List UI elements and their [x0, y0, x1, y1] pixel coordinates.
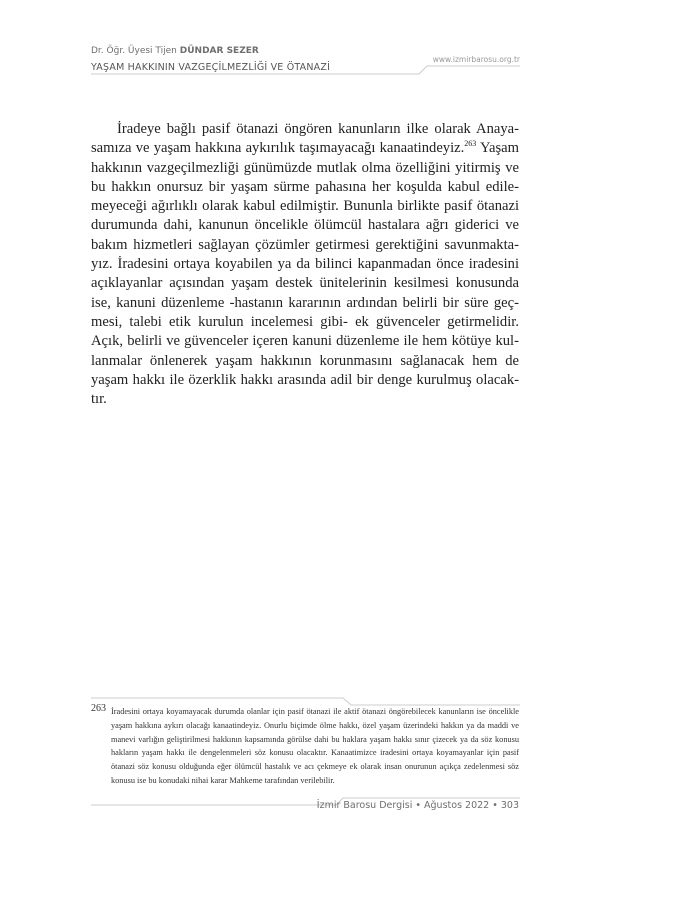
header-url: www.izmirbarosu.org.tr	[432, 55, 520, 64]
footnote-number: 263	[91, 703, 106, 714]
running-title: YAŞAM HAKKININ VAZGEÇİLMEZLİĞİ VE ÖTANAZİ	[91, 62, 331, 73]
body-text	[91, 120, 519, 409]
footnote	[91, 705, 519, 788]
paragraph-part2: Yaşam hakkının vazgeçilmezliği günümüzde mutlak olma özelliğini yitirmiş ve bu hakkın onursuz bir yaşam sürme pahasına her koşulda kabul edilemeyeceği ağırlıklı olarak kabul edilmiştir. Bununla birlikte pasif ötanazi durumunda dahi, kanunun öncelikle ölümcül hastalara ağrı giderici ve bakım hizmetleri sağlayan çözümler getirmesi gerektiğini savunmaktayız. İradesini ortaya koyabilen ya da bilinci kapanmadan önce iradesini açıklayanlar açısından yaşam destek ünitelerinin kesilmesi konusunda ise, kanuni düzenleme -hastanın kararının ardından belirli bir süre geçmesi, talebi etik kurulun incelemesi gibi- ek güvenceler getirmelidir. Açık, belirli ve güvenceler içeren kanuni düzenleme ile hem kötüye kullanmalar önlenerek yaşam hakkının korunmasını sağlanacak hem de yaşam hakkı ile özerklik hakkı arasında adil bir denge kurulmuş olacaktır.	[91, 140, 520, 408]
page-footer: İzmir Barosu Dergisi • Ağustos 2022 • 303	[316, 800, 519, 811]
footnote-text: İradesini ortaya koyamayacak durumda olanlar için pasif ötanazi ile aktif ötanazi öngörebilecek kanunların ise öncelikle yaşam hakkına aykırı olacağı kanaatindeyiz. Onurlu biçimde ölme hakkı, özel yaşam üzerindeki hakkın ya da maddi ve manevi varlığın geliştirilmesi hakkının kapsamında görülse dahi bu haklara yaşam hakkı sınır çizecek ya da söz konusu hakların yaşam hakkı ile dengelenmeleri söz konusu olacaktır. Kanaatimizce iradesini ortaya koyamayanlar için pasif ötanazi söz konusu olduğunda eğer ölümcül hastalık ve acı çekmeye ek olarak insan onurunun açıkça zedelenmesi söz konusu ise bu konudaki nihai karar Mahkeme tarafından verilebilir.	[111, 707, 519, 785]
header-author	[91, 46, 259, 56]
paragraph-part1: İradeye bağlı pasif ötanazi öngören kanunların ilke olarak Anayasamıza ve yaşam hakkına aykırılık taşımayacağı kanaatindeyiz.	[91, 121, 519, 157]
body-paragraph	[91, 120, 519, 409]
author-prefix: Dr. Öğr. Üyesi Tijen	[91, 46, 177, 56]
footnote-reference[interactable]: 263	[464, 139, 477, 149]
footnote-rule	[91, 698, 520, 705]
author-surname: DÜNDAR SEZER	[179, 46, 259, 56]
